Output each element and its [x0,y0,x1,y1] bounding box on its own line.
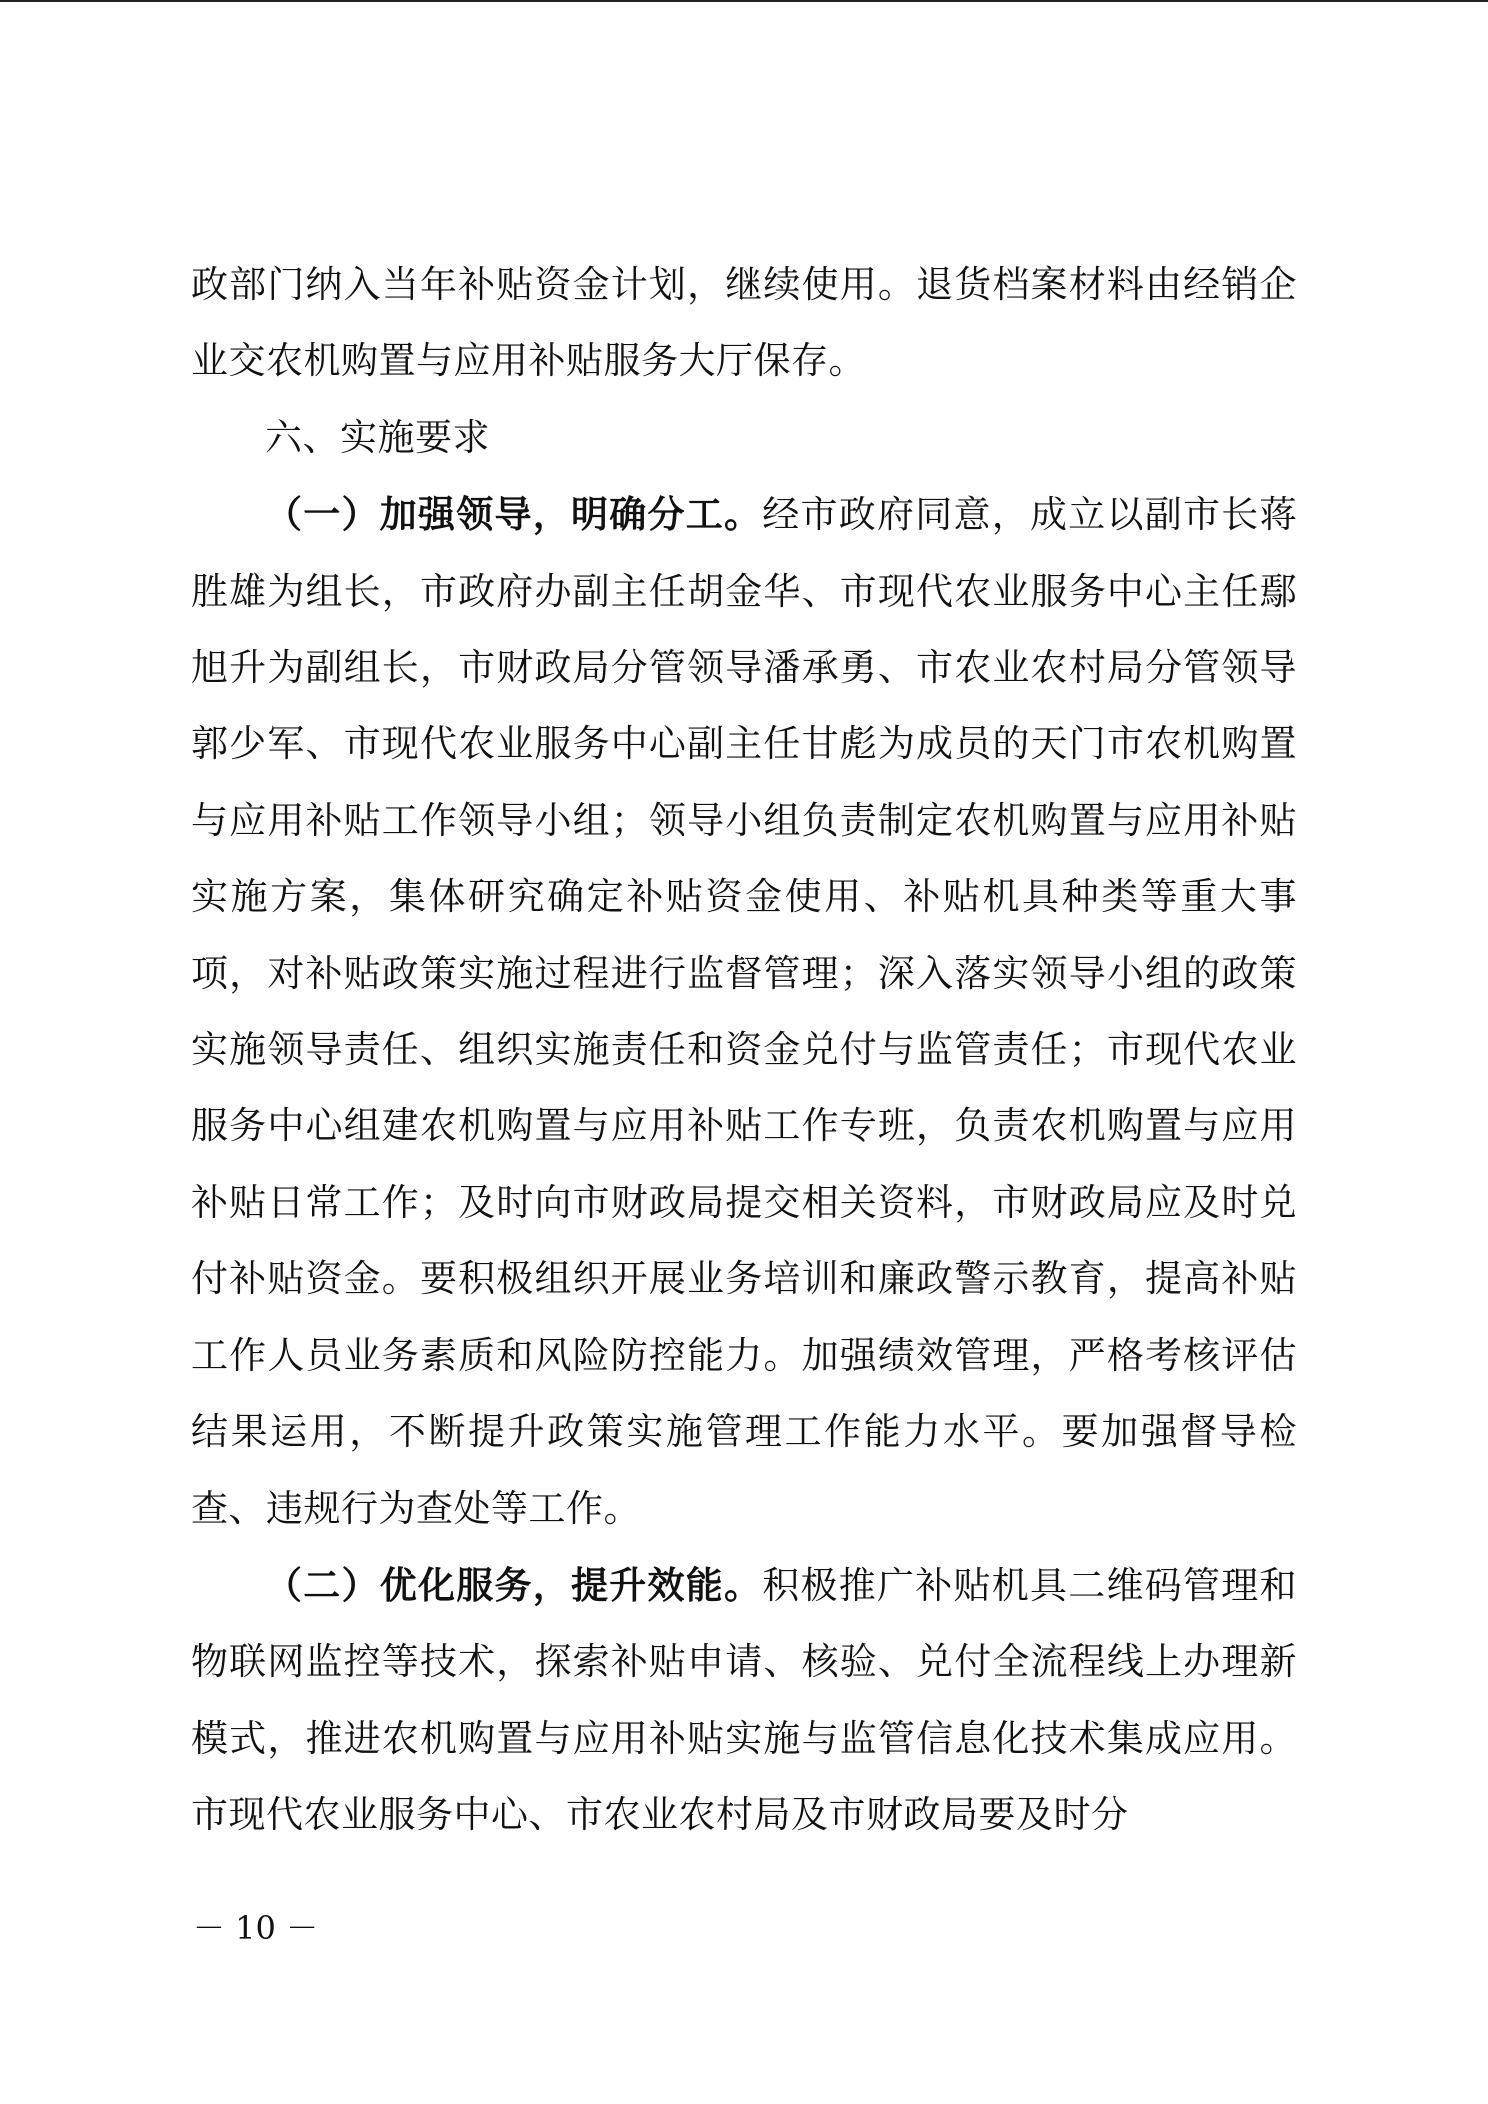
item-2-text: 积极推广补贴机具二维码管理和物联网监控等技术，探索补贴申请、核验、兑付全流程线上办理新模式，推进农机购置与应用补贴实施与监管信息化技术集成应用。市现代农业服务中心、市农业农村局及市财政局要及时分 [191,1563,1297,1837]
item-1-text: 经市政府同意，成立以副市长蒋胜雄为组长，市政府办副主任胡金华、市现代农业服务中心主任鄢旭升为副组长，市财政局分管领导潘承勇、市农业农村局分管领导郭少军、市现代农业服务中心副主任甘彪为成员的天门市农机购置与应用补贴工作领导小组；领导小组负责制定农机购置与应用补贴实施方案，集体研究确定补贴资金使用、补贴机具种类等重大事项，对补贴政策实施过程进行监督管理；深入落实领导小组的政策实施领导责任、组织实施责任和资金兑付与监管责任；市现代农业服务中心组建农机购置与应用补贴工作专班，负责农机购置与应用补贴日常工作；及时向市财政局提交相关资料，市财政局应及时兑付补贴资金。要积极组织开展业务培训和廉政警示教育，提高补贴工作人员业务素质和风险防控能力。加强绩效管理，严格考核评估结果运用，不断提升政策实施管理工作能力水平。要加强督导检查、违规行为查处等工作。 [191,493,1297,1530]
section-heading-text: 六、实施要求 [265,415,490,459]
item-1-lead: （一）加强领导，明确分工。 [265,492,763,537]
paragraph-item-1 [191,476,1297,1547]
page-number: － 10 － [193,1909,319,1947]
paragraph-text: 政部门纳入当年补贴资金计划，继续使用。退货档案材料由经销企业交农机购置与应用补贴服务大厅保存。 [191,263,1297,383]
document-body [191,247,1297,1854]
paragraph-item-2 [191,1547,1297,1854]
paragraph-continuation [191,247,1297,400]
section-heading [191,400,1297,476]
item-2-lead: （二）优化服务，提升效能。 [265,1562,763,1607]
top-edge-rule [0,0,1488,2]
